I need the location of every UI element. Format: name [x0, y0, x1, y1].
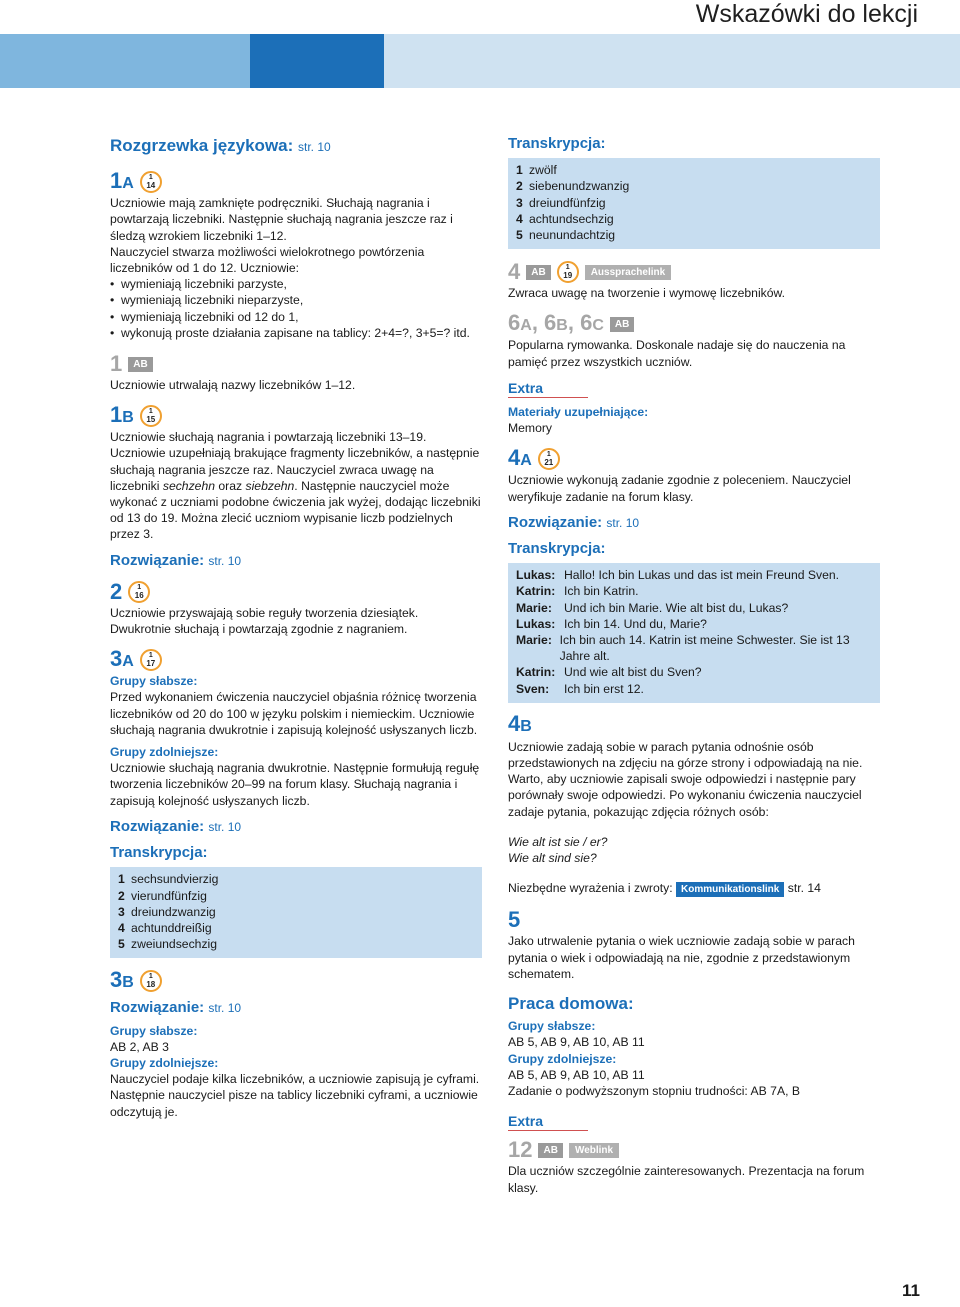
solution-heading: Rozwiązanie: str. 10	[508, 513, 640, 531]
weak-group-text: Przed wykonaniem ćwiczenia nauczyciel objaśnia różnicę tworzenia liczebników od 20 do 100 w języku polskim i niemieckim. Uczniowie słuchają nagrania dwukrotnie i zapisują kolejność usłyszanych liczb.	[110, 690, 478, 737]
kommunikationslink-badge: Kommunikationslink	[676, 882, 784, 897]
question-1: Wie alt ist sie / er?	[508, 834, 608, 849]
dialogue-line: Sven: Ich bin erst 12.	[516, 681, 644, 696]
exercise-number: 1A	[110, 167, 134, 193]
transcript-box	[110, 867, 482, 958]
exercise-3b-header	[110, 968, 482, 994]
list-item: 4 achtunddreißig	[118, 920, 212, 935]
exercise-1-ab-header	[110, 351, 482, 377]
header-band-light	[0, 34, 250, 88]
dialogue-line: Lukas: Ich bin 14. Und du, Marie?	[516, 616, 707, 631]
weak-group-text: AB 2, AB 3	[110, 1039, 169, 1054]
audio-track-icon: 1 16	[128, 581, 150, 603]
phrases-line: Niezbędne wyrażenia i zwroty: Kommunikationslink str. 14	[508, 881, 821, 896]
list-item: 2 vierundfünfzig	[118, 888, 207, 903]
extra-heading: Extra	[508, 380, 588, 398]
audio-track-icon: 1 21	[538, 448, 560, 470]
solution-heading: Rozwiązanie: str. 10	[110, 551, 242, 569]
exercise-6-header	[508, 311, 880, 337]
exercise-1b-text: Uczniowie słuchają nagrania i powtarzają liczebniki 13–19. Uczniowie uzupełniają brakujące fragmenty liczebników, a następnie słuchają nagrania jeszcze raz. Nauczyciel zwraca uwagę na liczebniki sechzehn oraz siebzehn. Następnie nauczyciel może wykonać z uczniami podobne ćwiczenia jak wyżej, dodając liczebniki od 13 do 19. Można zlecić uczniom wypisanie liczb podzielnych przez 3.	[110, 430, 481, 542]
audio-track-icon: 1 17	[140, 649, 162, 671]
page-number: 11	[902, 1281, 920, 1300]
exercise-4-ab-header	[508, 259, 880, 285]
list-item: • wymieniają liczebniki od 12 do 1,	[110, 309, 482, 325]
list-item: • wykonują proste działania zapisane na tablicy: 2+4=?, 3+5=? itd.	[110, 325, 482, 341]
solution-heading: Rozwiązanie: str. 10	[110, 999, 242, 1017]
exercise-number: 3B	[110, 966, 134, 992]
strong-group-text: AB 5, AB 9, AB 10, AB 11	[508, 1067, 645, 1082]
list-item: 1 zwölf	[516, 163, 557, 178]
dialogue-line: Katrin: Und wie alt bist du Sven?	[516, 665, 702, 680]
exercise-1a-header	[110, 169, 482, 195]
list-item: • wymieniają liczebniki parzyste,	[110, 276, 482, 292]
dialogue-line: Lukas: Hallo! Ich bin Lukas und das ist mein Freund Sven.	[516, 568, 840, 583]
exercise-number: 4B	[508, 711, 532, 737]
audio-track-icon: 1 15	[140, 405, 162, 427]
ab-badge: AB	[610, 317, 634, 332]
exercise-3a-header	[110, 647, 482, 673]
list-item: 3 dreiundzwanzig	[118, 904, 216, 919]
list-item: 5 zweiundsechzig	[118, 937, 218, 952]
weak-group-label: Grupy słabsze:	[110, 674, 198, 689]
header-band-dark	[250, 34, 384, 88]
homework-extra-text: Zadanie o podwyższonym stopniu trudności: AB 7A, B	[508, 1083, 800, 1098]
dialogue-line: Marie: Ich bin auch 14. Katrin ist meine Schwester. Sie ist 13 Jahre alt.	[516, 633, 850, 664]
ab-badge: AB	[538, 1143, 562, 1158]
list-item: 1 sechsundvierzig	[118, 872, 219, 887]
exercise-number: 1	[110, 351, 123, 377]
materials-text: Memory	[508, 421, 553, 436]
weak-group-label: Grupy słabsze:	[508, 1019, 596, 1034]
exercise-number: 1B	[110, 401, 134, 427]
exercise-number: 4	[508, 259, 521, 285]
page-header-title: Wskazówki do lekcji	[695, 0, 918, 28]
warmup-title: Rozgrzewka językowa:	[110, 136, 294, 155]
exercise-5-text: Jako utrwalenie pytania o wiek uczniowie zadają sobie w parach pytania o wiek i odpowiadają na nie, zgodnie z przedstawionym schematem.	[508, 934, 855, 981]
exercise-1a-text-2: Nauczyciel stwarza możliwości wielokrotnego powtórzenia liczebników od 1 do 12. Uczniowie:	[110, 244, 425, 276]
exercise-1b-header	[110, 403, 482, 429]
strong-group-text: Nauczyciel podaje kilka liczebników, a uczniowie zapisują je cyframi. Następnie nauczyciel pisze na tablicy liczebniki cyframi, a uczniowie odczytują je.	[110, 1072, 480, 1119]
exercise-1-ab-text: Uczniowie utrwalają nazwy liczebników 1–12.	[110, 378, 356, 393]
list-item: 5 neunundachtzig	[516, 228, 616, 243]
exercise-number: 6A, 6B, 6C	[508, 309, 604, 335]
audio-track-icon: 1 19	[557, 261, 579, 283]
strong-group-label: Grupy zdolniejsze:	[110, 1055, 219, 1070]
extra-heading: Extra	[508, 1113, 588, 1131]
exercise-1a-text: Uczniowie mają zamknięte podręczniki. Słuchają nagrania i powtarzają liczebniki. Następnie słuchają nagrania jeszcze raz i śledzą wzrokiem liczebniki 1–12.	[110, 196, 453, 243]
materials-label: Materiały uzupełniające:	[508, 405, 649, 420]
exercise-2-text: Uczniowie przyswajają sobie reguły tworzenia dziesiątek. Dwukrotnie słuchają i powtarzają zgodnie z nagraniem.	[110, 605, 419, 637]
header-band-pale	[384, 34, 960, 88]
exercise-4a-header	[508, 446, 880, 472]
list-item: • wymieniają liczebniki nieparzyste,	[110, 292, 482, 308]
dialogue-box	[508, 563, 880, 703]
transcript-heading: Transkrypcja:	[110, 844, 208, 862]
strong-group-text: Uczniowie słuchają nagrania dwukrotnie. Następnie formułują regułę tworzenia liczebników 20–99 na forum klasy. Słuchają nagrania i zapisują kolejność usłyszanych liczb.	[110, 761, 480, 808]
solution-heading: Rozwiązanie: str. 10	[110, 817, 242, 835]
exercise-1a-bullets	[110, 276, 482, 341]
question-2: Wie alt sind sie?	[508, 851, 597, 866]
strong-group-label: Grupy zdolniejsze:	[110, 745, 219, 760]
list-item: 4 achtundsechzig	[516, 211, 614, 226]
homework-heading: Praca domowa:	[508, 993, 634, 1013]
exercise-6-text: Popularna rymowanka. Doskonale nadaje się do nauczenia na pamięć przez wszystkich uczniów.	[508, 338, 846, 369]
warmup-ref: str. 10	[298, 140, 331, 154]
exercise-12-text: Dla uczniów szczególnie zainteresowanych. Prezentacja na forum klasy.	[508, 1164, 865, 1195]
transcript-box	[508, 158, 880, 249]
audio-track-icon: 1 14	[140, 171, 162, 193]
ab-badge: AB	[128, 357, 152, 372]
exercise-4-ab-text: Zwraca uwagę na tworzenie i wymowę liczebników.	[508, 286, 786, 301]
strong-group-label: Grupy zdolniejsze:	[508, 1051, 617, 1066]
exercise-4b-header	[508, 713, 880, 739]
exercise-number: 2	[110, 578, 123, 604]
warmup-heading	[110, 138, 482, 155]
exercise-number: 3A	[110, 645, 134, 671]
right-column	[508, 136, 880, 1196]
weak-group-label: Grupy słabsze:	[110, 1023, 198, 1038]
list-item: 2 siebenundzwanzig	[516, 179, 630, 194]
exercise-number: 12	[508, 1137, 533, 1163]
exercise-4b-text: Uczniowie zadają sobie w parach pytania odnośnie osób przedstawionych na zdjęciu na górze strony i odpowiadają na nie. Warto, aby uczniowie zapisali swoje odpowiedzi i następnie pary porównały swoje odpowiedzi. Po wykonaniu ćwiczenia nauczyciel zadaje pytania, pokazując zdjęcia różnych osób:	[508, 739, 863, 819]
exercise-number: 4A	[508, 444, 532, 470]
left-column	[110, 136, 482, 1120]
weblink-badge: Weblink	[569, 1143, 619, 1158]
list-item: 3 dreiundfünfzig	[516, 195, 606, 210]
exercise-2-header	[110, 579, 482, 605]
transcript-heading: Transkrypcja:	[508, 540, 606, 558]
weak-group-text: AB 5, AB 9, AB 10, AB 11	[508, 1035, 645, 1050]
dialogue-line: Katrin: Ich bin Katrin.	[516, 584, 639, 599]
dialogue-line: Marie: Und ich bin Marie. Wie alt bist du, Lukas?	[516, 600, 789, 615]
exercise-number: 5	[508, 907, 521, 933]
exercise-12-header	[508, 1137, 880, 1163]
exercise-4a-text: Uczniowie wykonują zadanie zgodnie z poleceniem. Nauczyciel weryfikuje zadanie na forum klasy.	[508, 473, 851, 504]
aussprachelink-badge: Aussprachelink	[585, 265, 671, 280]
audio-track-icon: 1 18	[140, 970, 162, 992]
exercise-5-header	[508, 907, 880, 933]
transcript-heading: Transkrypcja:	[508, 135, 606, 152]
ab-badge: AB	[526, 265, 550, 280]
